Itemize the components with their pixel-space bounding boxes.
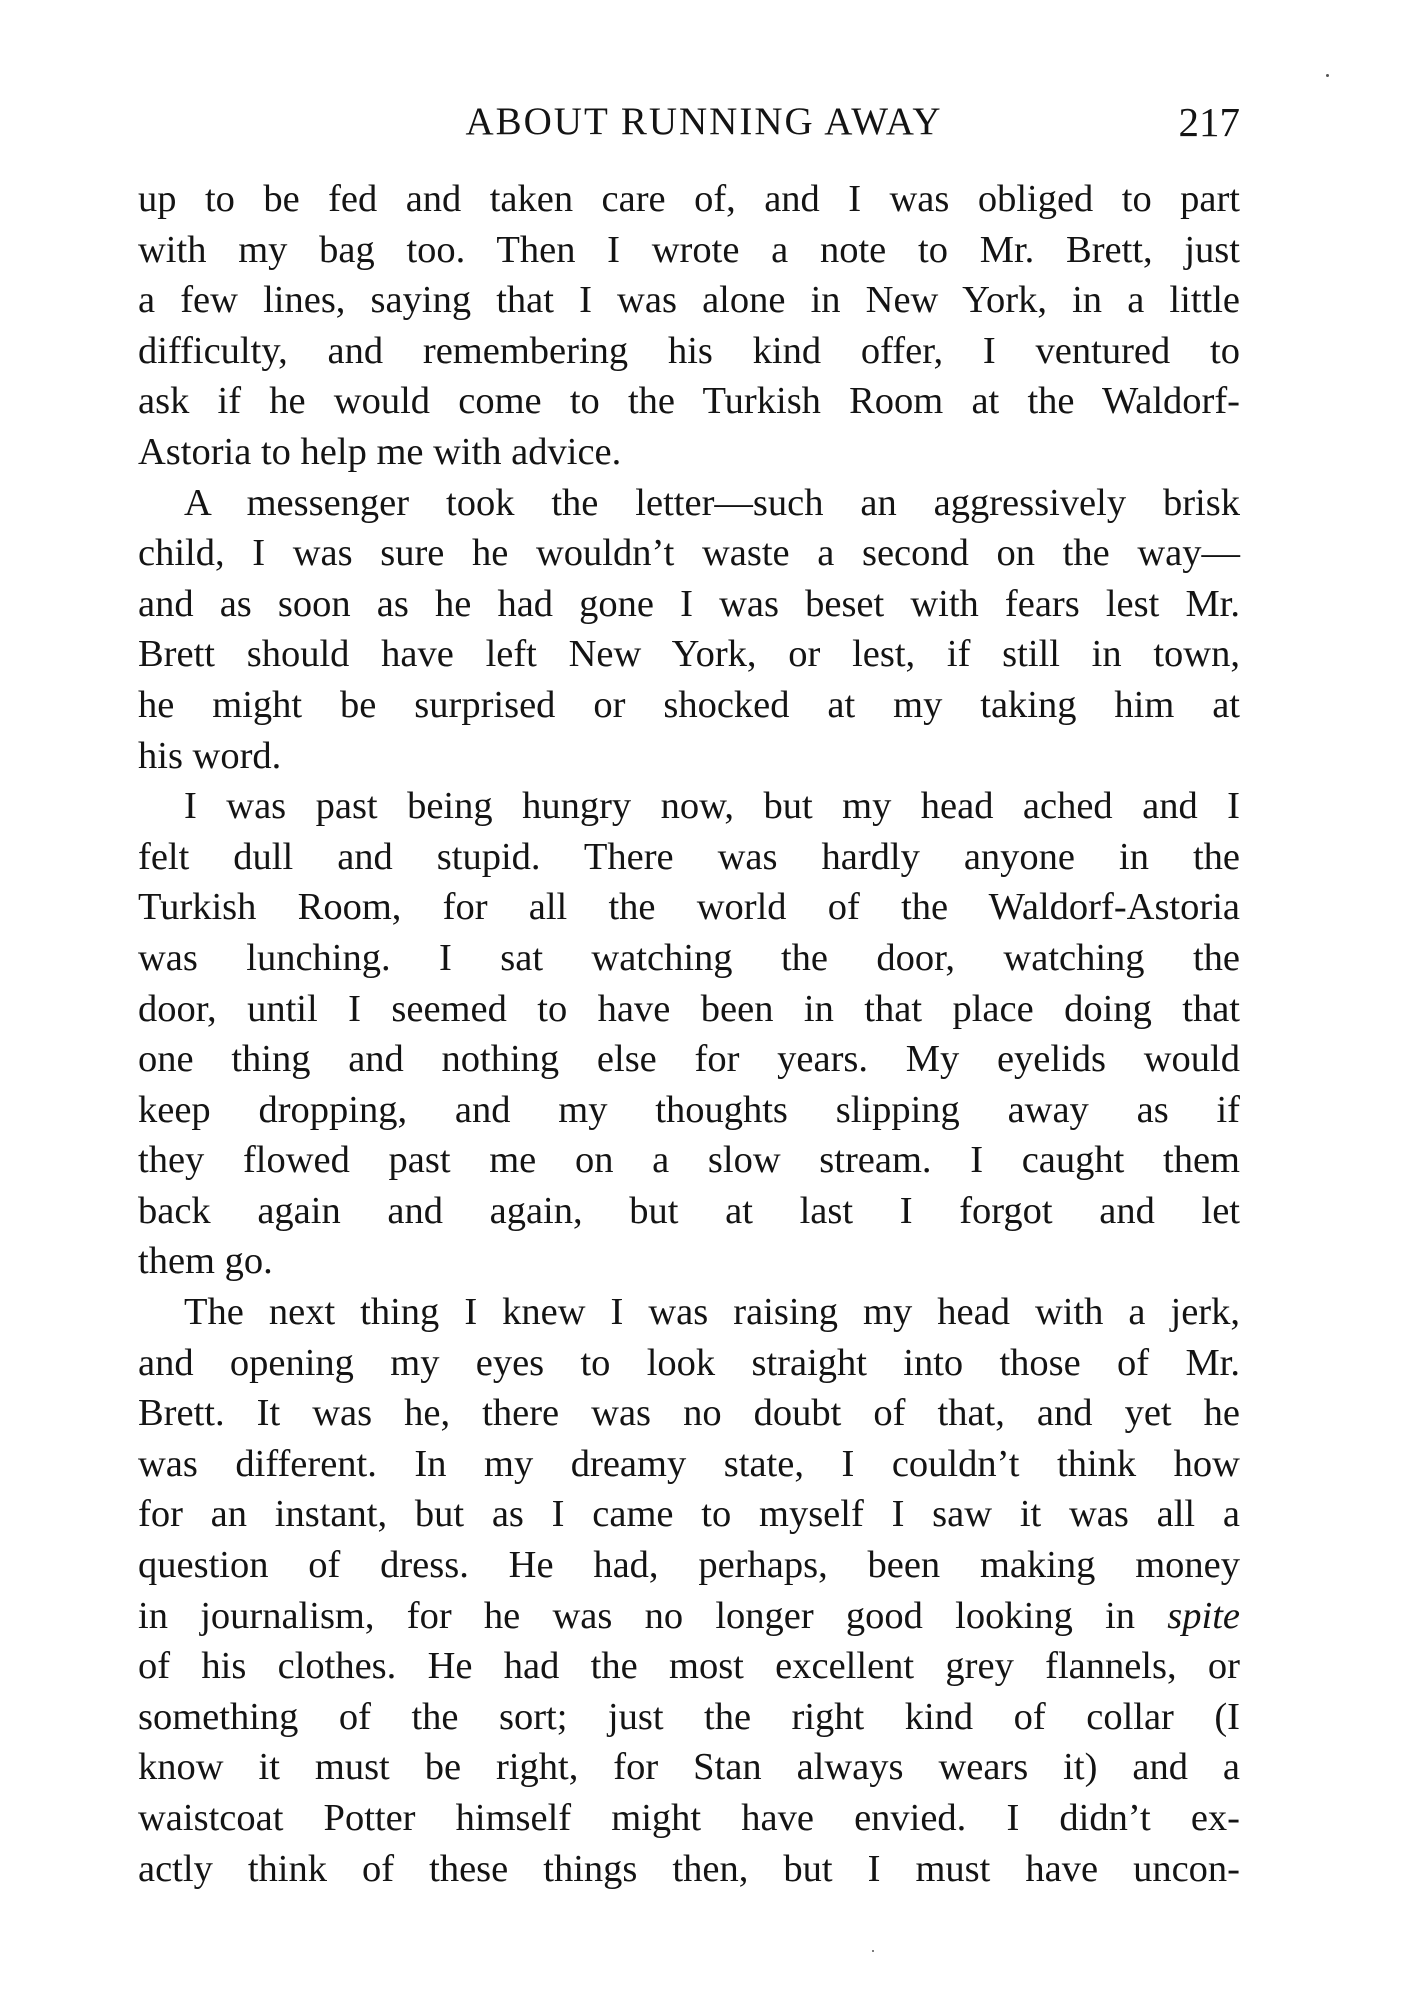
text-line: and opening my eyes to look straight into those of Mr. bbox=[138, 1341, 1240, 1384]
running-header bbox=[138, 96, 1240, 148]
text-line: The next thing I knew I was raising my head with a jerk, bbox=[184, 1291, 1240, 1334]
text-line: a few lines, saying that I was alone in New York, in a little bbox=[138, 279, 1240, 322]
text-line: back again and again, but at last I forgot and let bbox=[138, 1189, 1240, 1232]
text-line: with my bag too. Then I wrote a note to Mr. Brett, just bbox=[138, 228, 1240, 271]
text-line: one thing and nothing else for years. My eyelids would bbox=[138, 1038, 1240, 1081]
text-line: Brett. It was he, there was no doubt of that, and yet he bbox=[138, 1392, 1240, 1435]
text-line: Brett should have left New York, or lest, if still in town, bbox=[138, 633, 1240, 676]
text-line: child, I was sure he wouldn’t waste a second on the way— bbox=[138, 532, 1240, 575]
text-line: Astoria to help me with advice. bbox=[138, 430, 622, 473]
text-line-segment: in journalism, for he was no longer good looking in bbox=[138, 1594, 1168, 1637]
paragraph-2 bbox=[138, 478, 1240, 782]
paragraph-1 bbox=[138, 174, 1240, 478]
text-line: and as soon as he had gone I was beset with fears lest Mr. bbox=[138, 582, 1240, 625]
text-line: keep dropping, and my thoughts slipping away as if bbox=[138, 1088, 1240, 1131]
text-line: his word. bbox=[138, 734, 282, 777]
paper-speck bbox=[1326, 74, 1329, 77]
text-line: was lunching. I sat watching the door, watching the bbox=[138, 936, 1240, 979]
paragraph-3 bbox=[138, 781, 1240, 1287]
text-line: them go. bbox=[138, 1240, 273, 1283]
italic-word: spite bbox=[1167, 1594, 1240, 1637]
body-text bbox=[138, 174, 1240, 1894]
text-line: waistcoat Potter himself might have envied. I didn’t ex- bbox=[138, 1797, 1240, 1839]
text-line: they flowed past me on a slow stream. I caught them bbox=[138, 1139, 1240, 1182]
page-number: 217 bbox=[1178, 99, 1240, 145]
text-line: of his clothes. He had the most excellent grey flannels, or bbox=[138, 1645, 1240, 1688]
text-line: Turkish Room, for all the world of the Waldorf-Astoria bbox=[138, 886, 1240, 929]
text-line: felt dull and stupid. There was hardly anyone in the bbox=[138, 835, 1240, 878]
text-line: know it must be right, for Stan always wears it) and a bbox=[138, 1746, 1240, 1789]
text-line: up to be fed and taken care of, and I was obliged to part bbox=[138, 178, 1240, 220]
text-line: I was past being hungry now, but my head ached and I bbox=[184, 785, 1240, 828]
text-line: ask if he would come to the Turkish Room at the Waldorf- bbox=[138, 380, 1240, 423]
paper-speck bbox=[872, 1950, 874, 1952]
text-line: he might be surprised or shocked at my taking him at bbox=[138, 683, 1240, 726]
text-line-with-italic bbox=[138, 1591, 1240, 1642]
text-line: door, until I seemed to have been in that place doing that bbox=[138, 987, 1240, 1030]
text-line: actly think of these things then, but I must have uncon- bbox=[138, 1847, 1240, 1890]
text-line: question of dress. He had, perhaps, been making money bbox=[138, 1544, 1240, 1587]
paragraph-4 bbox=[138, 1287, 1240, 1894]
text-line: was different. In my dreamy state, I couldn’t think how bbox=[138, 1442, 1240, 1485]
text-line: for an instant, but as I came to myself I saw it was all a bbox=[138, 1493, 1240, 1536]
text-line: something of the sort; just the right kind of collar (I bbox=[138, 1695, 1240, 1738]
text-line: A messenger took the letter—such an aggressively brisk bbox=[184, 481, 1240, 524]
text-line: difficulty, and remembering his kind offer, I ventured to bbox=[138, 329, 1240, 372]
running-title: ABOUT RUNNING AWAY bbox=[465, 100, 943, 143]
